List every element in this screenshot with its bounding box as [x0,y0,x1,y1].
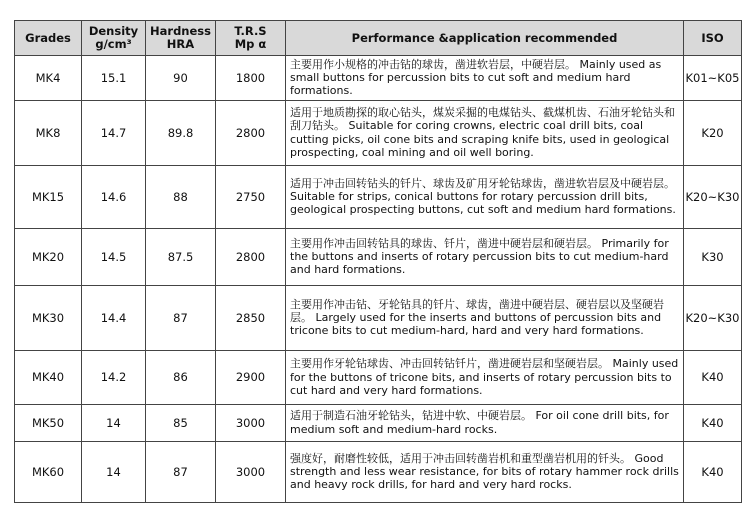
grade-cell: MK4 [15,56,82,101]
performance-chinese-text: 主要用作小规格的冲击钻的球齿，凿进软岩层，中硬岩层。 [290,58,576,71]
table-row [15,404,742,441]
table-row [15,56,742,101]
hardness-cell: 87 [146,285,216,350]
grade-cell: MK40 [15,350,82,404]
iso-cell: K20~K30 [684,285,742,350]
table-row [15,285,742,350]
grade-cell: MK60 [15,441,82,502]
performance-cell [286,404,684,441]
trs-cell: 2850 [216,285,286,350]
grade-cell: MK50 [15,404,82,441]
performance-chinese-text: 适用于地质勘探的取心钻头，煤炭采掘的电煤钻头、截煤机齿、石油牙轮钻头和刮刀钻头。 [290,106,675,133]
header-iso: ISO [684,21,742,56]
trs-cell: 2900 [216,350,286,404]
header-trs [216,21,286,56]
hardness-cell: 86 [146,350,216,404]
performance-chinese-text: 主要用作冲击钻、牙轮钻具的钎片、球齿，凿进中硬岩层、硬岩层以及坚硬岩层。 [290,297,664,324]
trs-cell: 1800 [216,56,286,101]
grade-cell: MK30 [15,285,82,350]
trs-cell: 2750 [216,165,286,228]
hardness-cell: 88 [146,165,216,228]
iso-cell: K20~K30 [684,165,742,228]
performance-chinese-text: 主要用作冲击回转钻具的球齿、钎片，凿进中硬岩层和硬岩层。 [290,236,598,250]
grade-cell: MK8 [15,100,82,165]
iso-cell: K40 [684,350,742,404]
table-row [15,100,742,165]
header-density-unit: g/cm³ [95,37,132,51]
header-performance: Performance &application recommended [286,21,684,56]
header-hardness [146,21,216,56]
performance-cell [286,350,684,404]
trs-cell: 3000 [216,404,286,441]
hardness-cell: 90 [146,56,216,101]
iso-cell: K20 [684,100,742,165]
performance-english-text: Good strength and less wear resistance, for bits of rotary hammer rock drills and heavy rock drills, for hard and very hard rocks. [290,451,679,492]
table-row [15,441,742,502]
trs-cell: 2800 [216,100,286,165]
table-row [15,165,742,228]
performance-chinese-text: 主要用作牙轮钻球齿、冲击回转钻钎片，凿进硬岩层和坚硬岩层。 [290,357,609,371]
iso-cell: K30 [684,228,742,285]
header-density-top: Density [88,24,139,38]
iso-cell: K40 [684,404,742,441]
iso-cell: K40 [684,441,742,502]
performance-english-text: Suitable for strips, conical buttons for rotary percussion drill bits, geological prospecting buttons, cut soft and medium hard formations. [290,190,676,217]
performance-english-text: Mainly used as small buttons for percussion bits to cut soft and medium hard formations. [290,58,662,98]
grade-cell: MK15 [15,165,82,228]
table-body [15,56,742,503]
grade-cell: MK20 [15,228,82,285]
hardness-cell: 85 [146,404,216,441]
performance-cell [286,285,684,350]
performance-english-text: Suitable for coring crowns, electric coal drill bits, coal cutting picks, oil cone bits and scraping knife bits, used in geological prospecting, coal mining and oil well boring. [290,119,670,159]
table-row [15,228,742,285]
header-row [15,21,742,56]
performance-english-text: Largely used for the inserts and buttons of percussion bits and tricone bits to cut medium-hard, hard and very hard formations. [290,311,662,338]
density-cell: 14.4 [82,285,146,350]
performance-english-text: For oil cone drill bits, for medium soft and medium-hard rocks. [290,409,669,436]
density-cell: 15.1 [82,56,146,101]
performance-cell [286,100,684,165]
header-hardness-top: Hardness [150,24,211,38]
header-trs-unit: Mp α [234,37,267,51]
performance-cell [286,228,684,285]
grades-table-container [14,20,741,503]
density-cell: 14.7 [82,100,146,165]
density-cell: 14.5 [82,228,146,285]
hardness-cell: 87.5 [146,228,216,285]
performance-cell [286,56,684,101]
density-cell: 14 [82,441,146,502]
header-grades: Grades [15,21,82,56]
performance-english-text: Mainly used for the buttons of tricone bits, and inserts of rotary percussion bits to cut hard and very hard formations. [290,357,679,397]
table-row [15,350,742,404]
header-density [82,21,146,56]
density-cell: 14 [82,404,146,441]
hardness-cell: 87 [146,441,216,502]
density-cell: 14.2 [82,350,146,404]
performance-chinese-text: 适用于制造石油牙轮钻头，钻进中软、中硬岩层。 [290,409,532,423]
performance-cell [286,165,684,228]
performance-chinese-text: 适用于冲击回转钻头的钎片、球齿及矿用牙轮钻球齿，凿进软岩层及中硬岩层。 [290,176,675,190]
trs-cell: 3000 [216,441,286,502]
performance-english-text: Primarily for the buttons and inserts of rotary percussion bits to cut medium-hard and hard formations. [290,236,669,277]
iso-cell: K01~K05 [684,56,742,101]
performance-cell [286,441,684,502]
grades-table [14,20,742,503]
density-cell: 14.6 [82,165,146,228]
hardness-cell: 89.8 [146,100,216,165]
header-hardness-unit: HRA [166,37,195,51]
trs-cell: 2800 [216,228,286,285]
performance-chinese-text: 强度好，耐磨性较低，适用于冲击回转凿岩机和重型凿岩机用的钎头。 [290,451,631,465]
header-trs-top: T.R.S [234,24,267,38]
